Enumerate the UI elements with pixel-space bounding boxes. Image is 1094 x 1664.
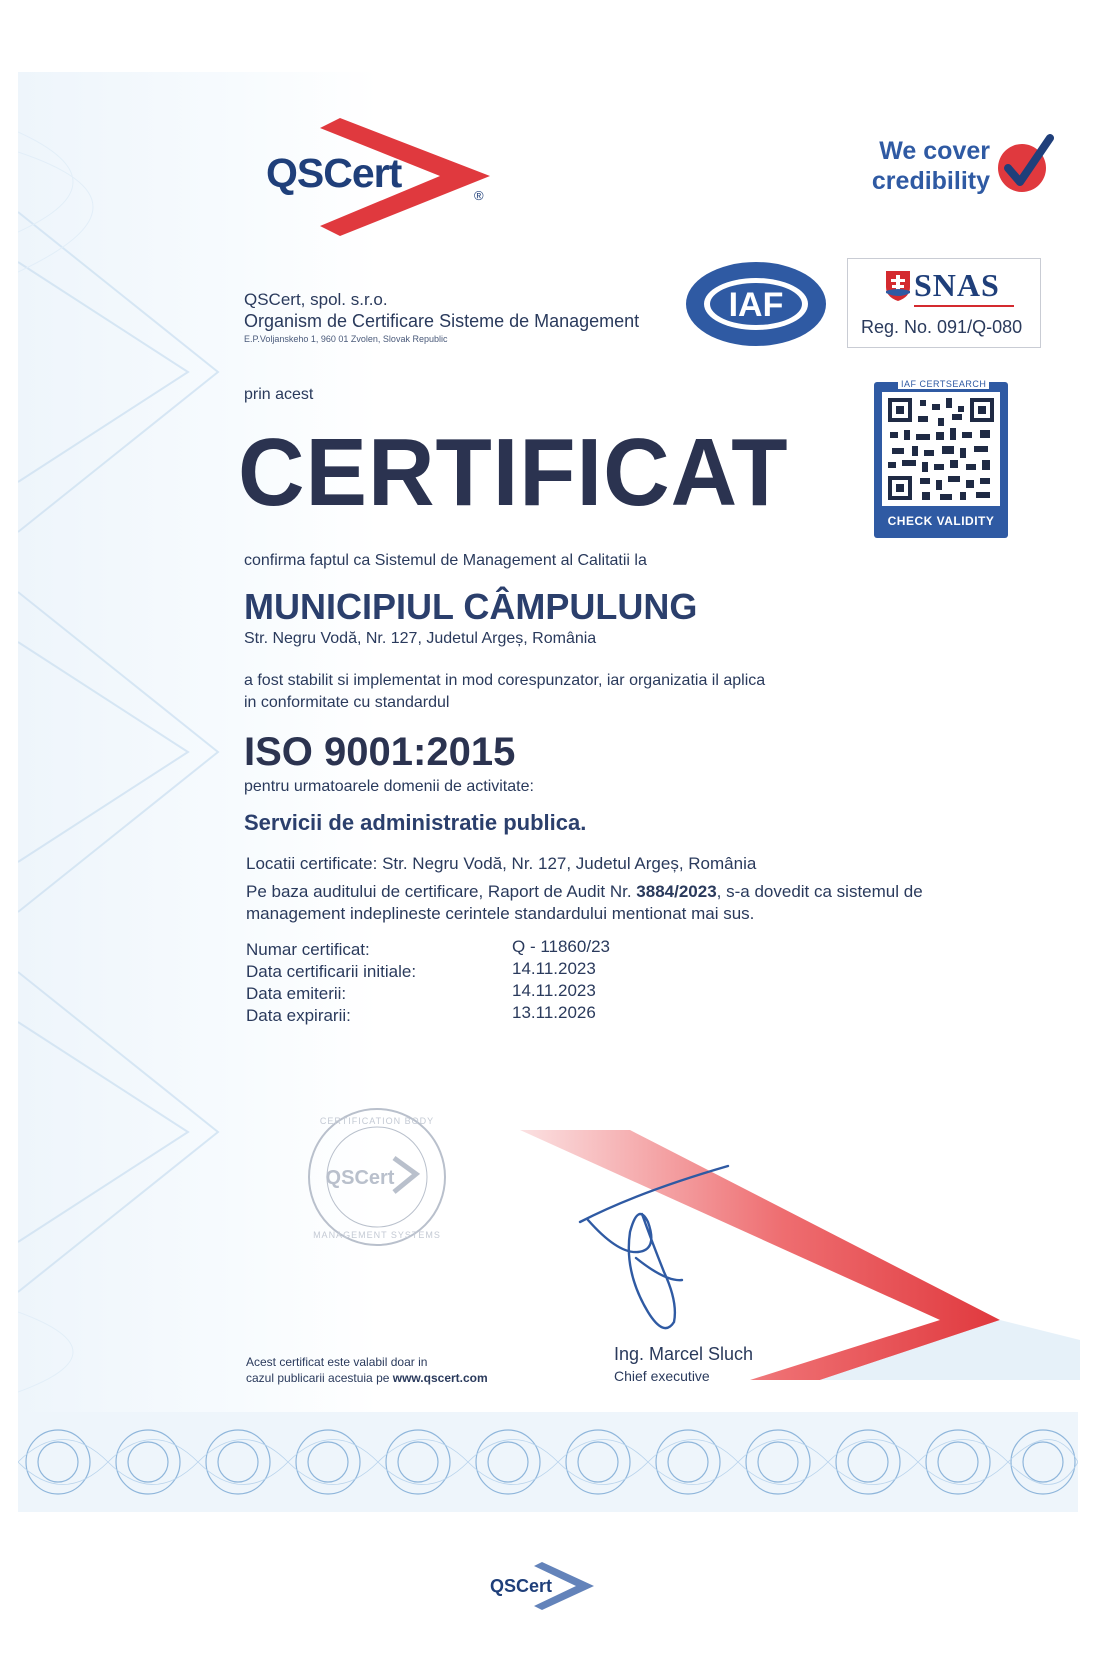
confirm-text: confirma faptul ca Sistemul de Management al Calitatii la	[244, 552, 647, 569]
handwritten-signature	[578, 1162, 748, 1342]
audit-line-1	[246, 882, 923, 902]
audit-text-1: Pe baza auditului de certificare, Raport de Audit Nr.	[246, 882, 632, 901]
detail-value: 14.11.2023	[512, 981, 596, 1000]
qscert-logo	[262, 118, 502, 238]
detail-value: Q - 11860/23	[512, 937, 610, 956]
certificate-title: CERTIFICAT	[238, 419, 789, 526]
detail-row-issue-date	[246, 981, 666, 1004]
signer-name: Ing. Marcel Sluch	[614, 1344, 754, 1364]
validity-text: cazul publicarii acestuia pe	[246, 1371, 393, 1385]
slovak-shield-icon	[886, 271, 910, 301]
detail-value: 14.11.2023	[512, 959, 596, 978]
qr-caption: IAF CERTSEARCH	[898, 379, 989, 389]
detail-row-expiry-date	[246, 1003, 666, 1026]
certification-stamp	[302, 1102, 452, 1252]
guilloche-watermark-left	[18, 72, 238, 1412]
established-line-2: in conformitate cu standardul	[244, 694, 450, 711]
detail-row-certificate-number	[246, 937, 666, 960]
qscert-logo-text: QSCert	[266, 150, 402, 196]
established-line-1: a fost stabilit si implementat in mod corespunzator, iar organizatia il aplica	[244, 672, 766, 689]
validity-note	[246, 1354, 488, 1386]
detail-label: Numar certificat:	[246, 940, 370, 959]
validity-line-2	[246, 1370, 488, 1386]
organization-address: Str. Negru Vodă, Nr. 127, Judetul Argeș, România	[244, 630, 597, 647]
standard-name: ISO 9001:2015	[244, 730, 516, 774]
stamp-ring-bottom: MANAGEMENT SYSTEMS	[313, 1230, 441, 1240]
audit-report-number: 3884/2023	[636, 882, 717, 901]
iaf-letters: IAF	[728, 286, 784, 324]
org-line-1: QSCert, spol. s.r.o.	[244, 290, 388, 309]
bottom-qscert-logo	[490, 1562, 610, 1612]
checkmark-circle-icon	[996, 134, 1054, 194]
scope-intro: pentru urmatoarele domenii de activitate:	[244, 778, 534, 795]
snas-accreditation-box	[847, 258, 1041, 348]
validity-line-1: Acest certificat este valabil doar in	[246, 1355, 428, 1369]
slogan	[820, 136, 990, 196]
snas-reg-number: Reg. No. 091/Q-080	[861, 317, 1023, 337]
intro-text: prin acest	[244, 386, 314, 403]
iaf-seal	[683, 260, 829, 348]
slogan-line-2: credibility	[871, 167, 990, 195]
check-validity-button[interactable]: CHECK VALIDITY	[887, 514, 995, 528]
qr-check-validity[interactable]	[874, 379, 1008, 538]
detail-value: 13.11.2026	[512, 1003, 596, 1022]
locations-line	[246, 854, 756, 874]
audit-line-2: management indeplineste cerintele standardului mentionat mai sus.	[246, 904, 755, 923]
stamp-ring-top: CERTIFICATION BODY	[319, 1116, 435, 1126]
locations-value: Str. Negru Vodă, Nr. 127, Judetul Argeș, România	[382, 854, 757, 873]
detail-label: Data emiterii:	[246, 984, 347, 1003]
organization-name: MUNICIPIUL CÂMPULUNG	[244, 586, 698, 627]
snas-name: SNAS	[914, 267, 1000, 303]
detail-label: Data expirarii:	[246, 1006, 351, 1025]
audit-text-2: , s-a dovedit ca sistemul de	[716, 882, 923, 901]
org-line-2: Organism de Certificare Sisteme de Management	[244, 311, 640, 331]
validity-url-link[interactable]: www.qscert.com	[392, 1371, 488, 1385]
slogan-line-1: We cover	[879, 137, 990, 165]
qr-code	[882, 392, 1000, 506]
detail-row-initial-date	[246, 959, 666, 982]
org-address: E.P.Voljanskeho 1, 960 01 Zvolen, Slovak Republic	[244, 334, 448, 344]
detail-label: Data certificarii initiale:	[246, 962, 417, 981]
qr-code-icon	[882, 392, 1000, 506]
guilloche-band	[18, 1412, 1078, 1512]
signer-title: Chief executive	[614, 1368, 710, 1384]
scope-text: Servicii de administratie publica.	[244, 810, 587, 835]
registered-mark: ®	[474, 188, 484, 203]
stamp-center-text: QSCert	[325, 1167, 395, 1189]
locations-label: Locatii certificate:	[246, 854, 378, 873]
bottom-logo-text: QSCert	[490, 1576, 553, 1596]
snas-underline	[914, 305, 1014, 307]
